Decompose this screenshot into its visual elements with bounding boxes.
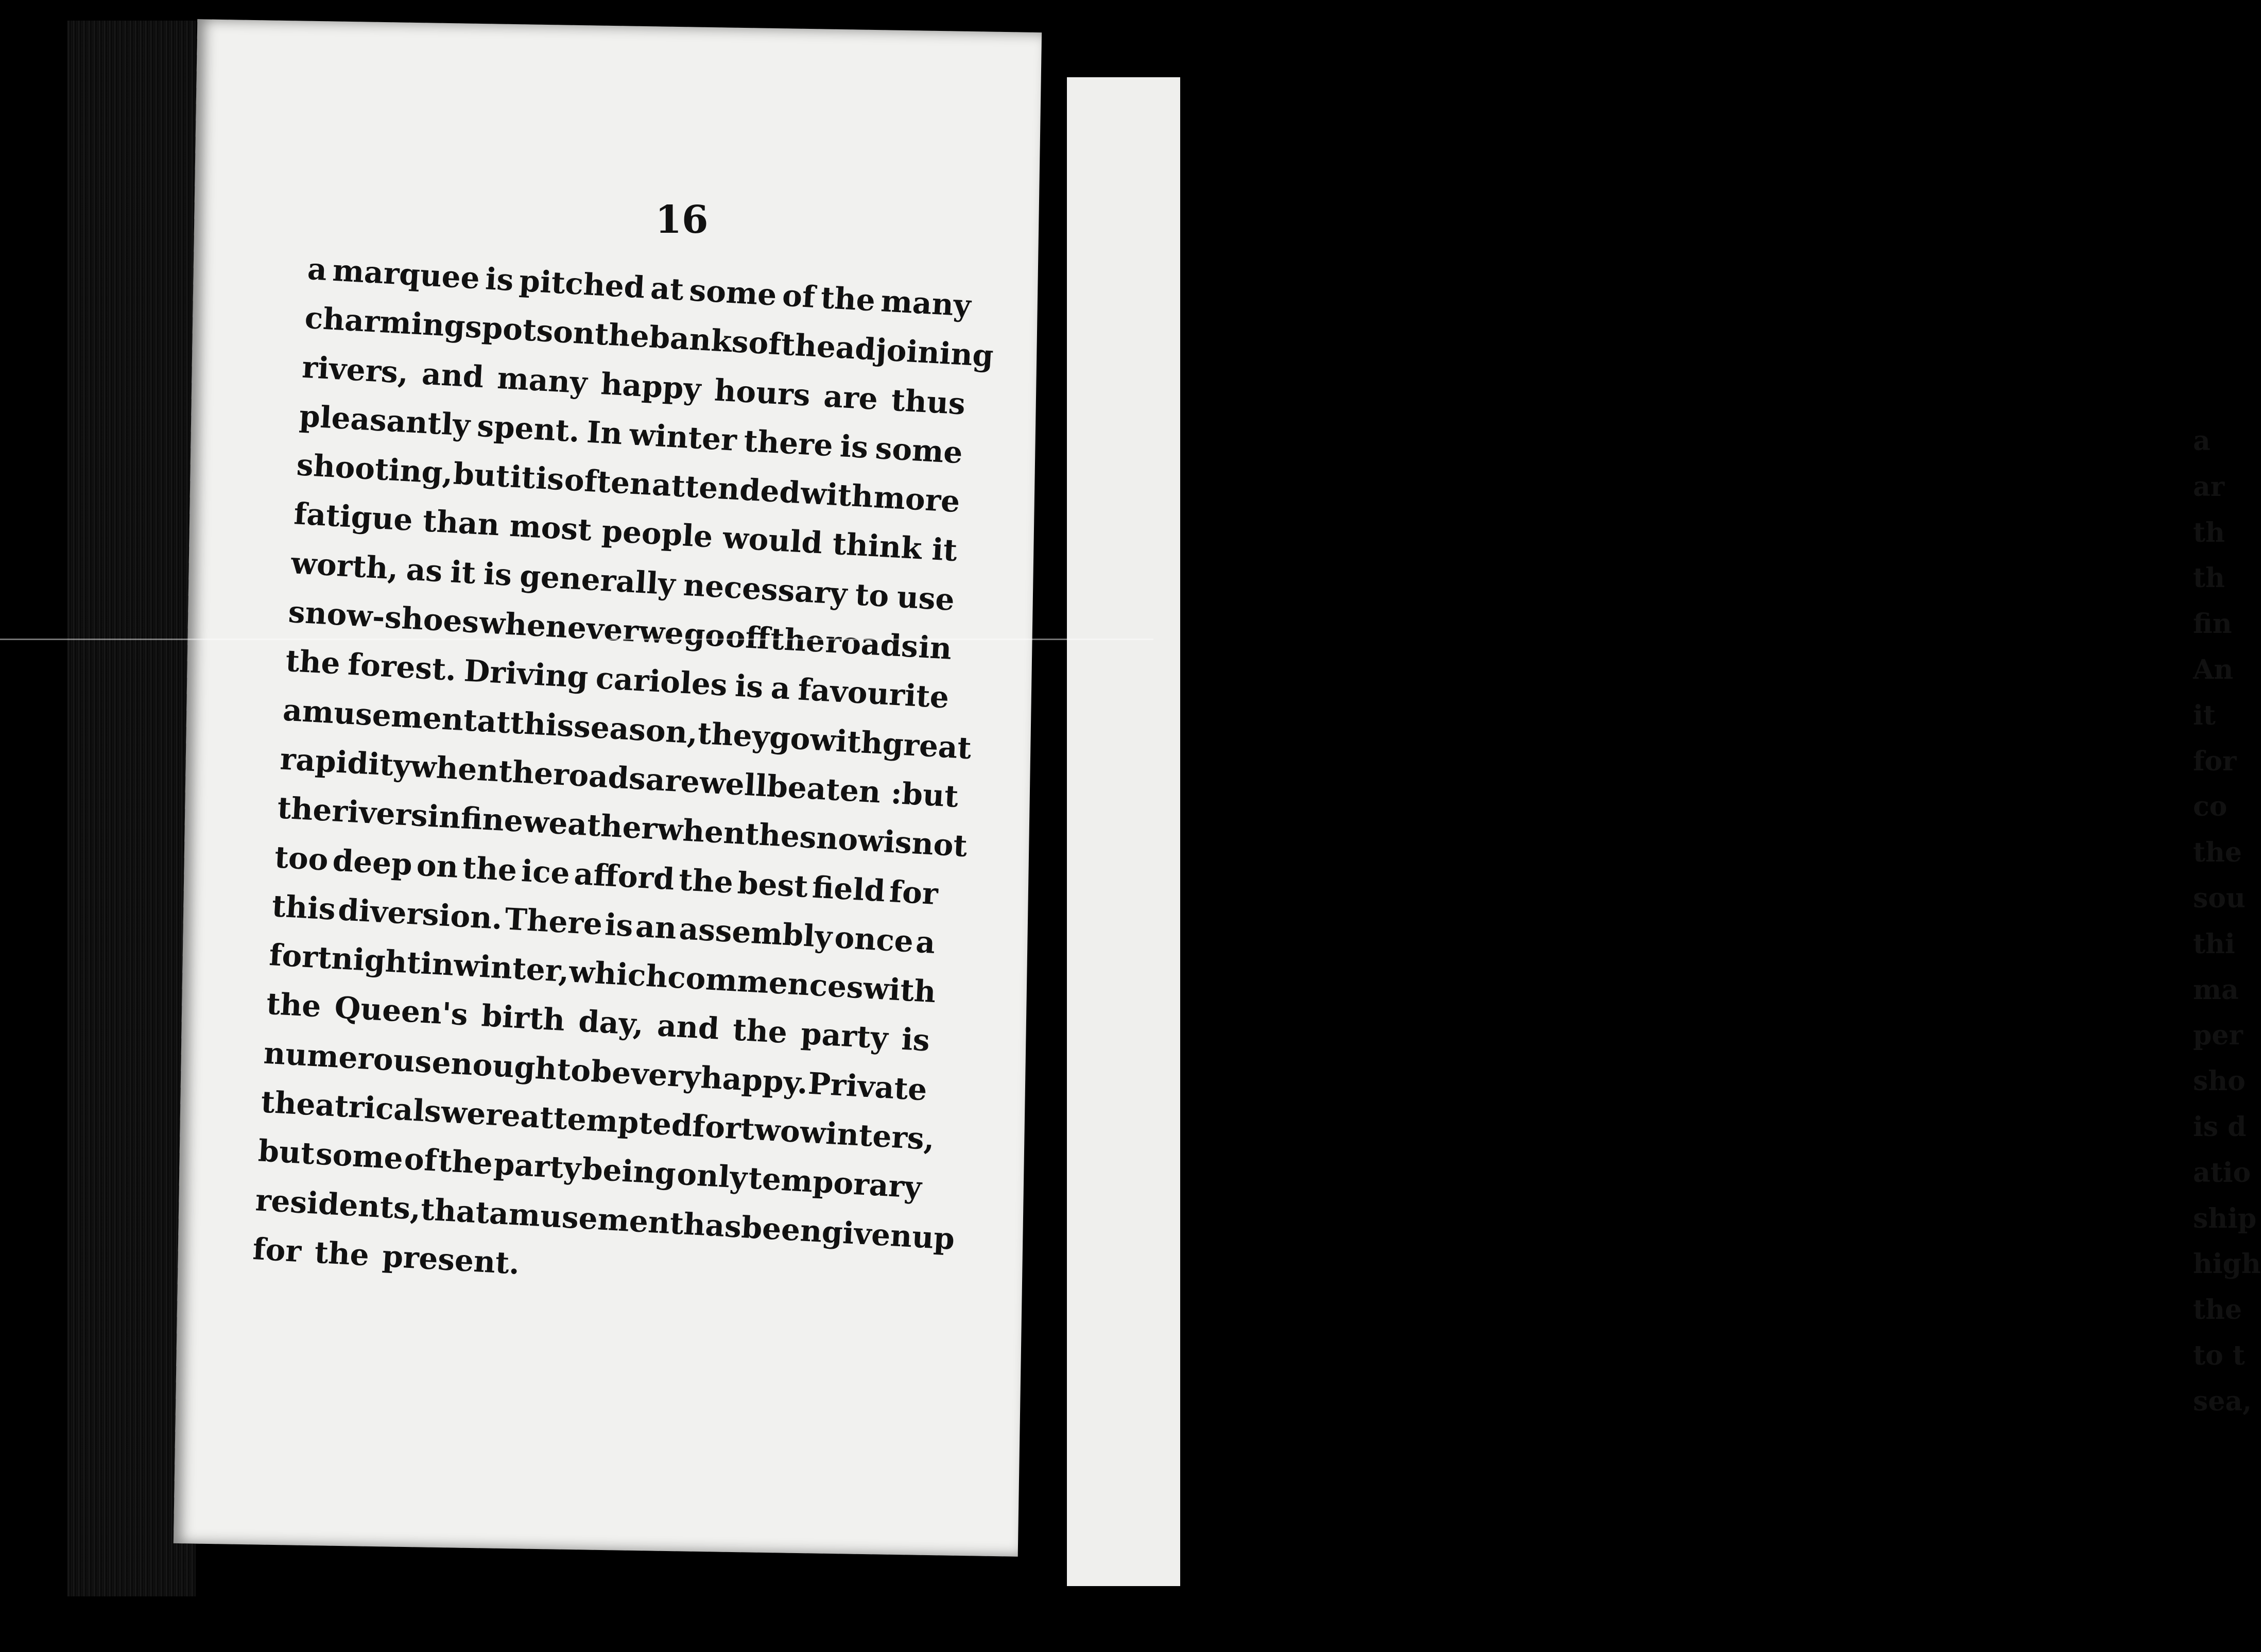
- word: but: [901, 776, 959, 814]
- facing-page-line: ship: [2193, 1202, 2257, 1234]
- word: rivers: [331, 793, 429, 834]
- word: generally: [519, 558, 677, 602]
- facing-page-line: th: [2193, 517, 2225, 548]
- word: best: [736, 865, 809, 904]
- word: some: [874, 430, 964, 471]
- facing-page: [1067, 77, 2261, 1586]
- word: amusement: [488, 1195, 685, 1242]
- word: carioles: [595, 660, 729, 703]
- word: go: [768, 719, 812, 757]
- word: too: [273, 839, 330, 877]
- word: with: [862, 970, 937, 1010]
- word: often: [563, 462, 653, 503]
- word: attempted: [519, 1098, 694, 1144]
- word: a: [306, 251, 328, 287]
- facing-page-line: An: [2193, 653, 2234, 685]
- word: great: [882, 726, 973, 766]
- word: an: [634, 908, 678, 946]
- facing-page-line: th: [2193, 562, 2225, 594]
- body-text: [251, 245, 995, 1311]
- word: assembly: [678, 911, 833, 955]
- word: thus: [890, 382, 966, 422]
- word: many: [496, 360, 589, 401]
- word: afford: [573, 856, 676, 897]
- word: when: [409, 748, 500, 789]
- word: beaten :: [766, 768, 903, 811]
- facing-page-line: the: [2193, 1294, 2242, 1326]
- word: given: [821, 1214, 913, 1254]
- word: is: [883, 824, 913, 861]
- facing-page-line: ma: [2193, 974, 2239, 1006]
- word: the: [594, 316, 650, 355]
- facing-page-line: it: [2193, 699, 2216, 731]
- word: winter,: [453, 948, 571, 989]
- word: marquee: [332, 252, 481, 296]
- word: to: [854, 577, 890, 614]
- word: in: [918, 629, 953, 666]
- word: off: [724, 618, 771, 657]
- facing-page-line: for: [2193, 745, 2237, 777]
- word: hours: [713, 372, 812, 413]
- word: shooting,: [296, 447, 454, 491]
- word: the: [461, 850, 518, 888]
- word: when: [656, 811, 747, 852]
- facing-page-line: ar: [2193, 471, 2225, 503]
- word: the: [284, 643, 341, 681]
- word: go: [683, 616, 726, 654]
- word: which: [568, 954, 669, 995]
- facing-page-line: a: [2193, 425, 2211, 457]
- word: spots: [464, 309, 555, 349]
- facing-page-line: the: [2193, 837, 2242, 869]
- word: field: [811, 869, 886, 908]
- word: the: [497, 753, 555, 791]
- word: has: [682, 1206, 743, 1245]
- word: adjoining: [835, 330, 995, 374]
- word: is: [901, 1022, 931, 1059]
- word: for: [252, 1231, 302, 1269]
- word: party: [493, 1146, 582, 1186]
- word: happy.: [700, 1059, 809, 1101]
- facing-page-line: co: [2193, 791, 2228, 823]
- word: forest.: [347, 646, 457, 688]
- word: pleasantly: [298, 398, 471, 443]
- facing-page-line: to t: [2193, 1339, 2245, 1371]
- word: is: [734, 668, 765, 705]
- word: fatigue: [292, 496, 414, 538]
- word: favourite: [797, 672, 950, 716]
- word: of: [781, 278, 816, 315]
- word: with: [800, 475, 874, 515]
- word: worth,: [290, 545, 400, 587]
- word: temporary: [747, 1160, 923, 1206]
- facing-page-line: atio: [2193, 1157, 2251, 1189]
- word: birth: [480, 998, 566, 1038]
- word: on: [416, 847, 459, 885]
- word: and: [421, 356, 485, 394]
- word: this: [271, 888, 337, 927]
- word: to: [556, 1052, 592, 1089]
- word: happy: [599, 366, 702, 407]
- word: banks: [648, 319, 750, 360]
- word: very: [630, 1056, 702, 1095]
- word: winter: [628, 417, 738, 458]
- word: for: [888, 873, 939, 911]
- word: think: [832, 526, 923, 566]
- facing-page-line: high: [2193, 1248, 2261, 1280]
- word: once: [833, 919, 914, 959]
- word: Queen's: [333, 990, 469, 1032]
- word: numerous: [263, 1035, 433, 1080]
- word: theatricals: [260, 1084, 442, 1129]
- word: this: [509, 705, 575, 744]
- word: of: [403, 1141, 438, 1178]
- word: attended: [651, 467, 802, 511]
- word: being: [581, 1151, 677, 1192]
- word: necessary: [682, 567, 849, 612]
- word: two: [739, 1111, 801, 1149]
- word: season,: [573, 708, 699, 751]
- word: people: [600, 513, 714, 555]
- word: and: [656, 1008, 720, 1047]
- word: Private: [807, 1065, 928, 1108]
- word: many: [879, 283, 972, 323]
- word: weather: [522, 804, 659, 847]
- word: is: [534, 460, 565, 497]
- word: only: [676, 1157, 748, 1196]
- word: up: [911, 1219, 956, 1257]
- facing-page-text: [2193, 419, 2261, 1425]
- word: day,: [577, 1004, 645, 1043]
- word: the: [265, 986, 322, 1025]
- word: not: [910, 825, 969, 864]
- word: spent.: [476, 408, 581, 449]
- word: In: [585, 414, 624, 452]
- word: a: [770, 670, 791, 707]
- word: some: [688, 272, 778, 313]
- word: but: [257, 1133, 316, 1172]
- word: fine: [459, 800, 524, 839]
- word: been: [740, 1209, 823, 1249]
- word: it: [450, 554, 477, 591]
- word: the: [744, 816, 801, 855]
- word: There: [504, 901, 603, 942]
- word: the: [820, 280, 876, 318]
- word: is: [482, 556, 513, 593]
- word: were: [440, 1094, 522, 1134]
- word: charming: [304, 300, 467, 345]
- word: are: [822, 378, 879, 417]
- word: some: [315, 1136, 404, 1177]
- word: the: [314, 1234, 370, 1273]
- word: it: [509, 459, 537, 496]
- word: there: [743, 423, 834, 463]
- word: well: [698, 765, 768, 804]
- word: the: [769, 621, 826, 660]
- word: ice: [520, 853, 571, 891]
- facing-page-line: thi: [2193, 928, 2235, 960]
- facing-page-line: sho: [2193, 1065, 2246, 1097]
- word: amusement: [282, 692, 478, 738]
- word: residents,: [254, 1182, 422, 1227]
- word: party: [800, 1016, 889, 1056]
- page-number: 16: [655, 198, 709, 242]
- word: winters,: [799, 1114, 936, 1157]
- facing-page-line: sea,: [2193, 1385, 2252, 1417]
- word: rivers,: [301, 349, 409, 390]
- word: but: [452, 456, 511, 494]
- scan-artifact-line: [0, 639, 1153, 640]
- word: use: [895, 579, 956, 617]
- word: in: [420, 945, 455, 983]
- facing-page-line: is d: [2193, 1111, 2247, 1143]
- word: is: [484, 261, 515, 298]
- word: most: [508, 508, 593, 548]
- word: at: [476, 703, 511, 740]
- word: a: [914, 924, 937, 960]
- word: Driving: [463, 653, 589, 695]
- word: be: [590, 1053, 632, 1091]
- word: of: [747, 325, 783, 362]
- word: the: [276, 790, 333, 829]
- word: the: [780, 326, 837, 365]
- word: snow-shoes: [287, 594, 480, 640]
- facing-page-line: sou: [2193, 882, 2246, 914]
- word: are: [645, 762, 701, 800]
- word: for: [691, 1108, 742, 1146]
- word: the: [732, 1012, 788, 1051]
- word: roads: [824, 624, 919, 665]
- word: in: [426, 798, 462, 836]
- word: would: [722, 520, 823, 561]
- word: they: [697, 715, 771, 755]
- word: roads: [552, 756, 647, 797]
- word: rapidity: [279, 741, 412, 784]
- word: the: [437, 1143, 494, 1181]
- word: diversion.: [337, 892, 504, 936]
- word: commences: [666, 959, 865, 1006]
- word: at: [649, 270, 685, 307]
- word: that: [420, 1191, 491, 1231]
- word: is: [839, 428, 870, 466]
- word: the: [678, 862, 734, 900]
- word: fortnight: [268, 937, 422, 981]
- word: snow: [799, 819, 885, 859]
- word: with: [809, 721, 884, 761]
- word: it: [931, 532, 958, 569]
- word: more: [872, 479, 961, 520]
- word: on: [552, 314, 596, 352]
- word: deep: [332, 842, 413, 882]
- word: is: [603, 907, 634, 944]
- word: enough: [431, 1044, 558, 1087]
- word: present.: [381, 1238, 521, 1281]
- facing-page-line: per: [2193, 1020, 2243, 1052]
- word: pitched: [518, 263, 646, 305]
- word: as: [405, 552, 444, 589]
- word: we: [638, 614, 685, 651]
- word: whenever: [478, 605, 640, 649]
- word: than: [422, 503, 500, 543]
- facing-page-line: fin: [2193, 608, 2232, 640]
